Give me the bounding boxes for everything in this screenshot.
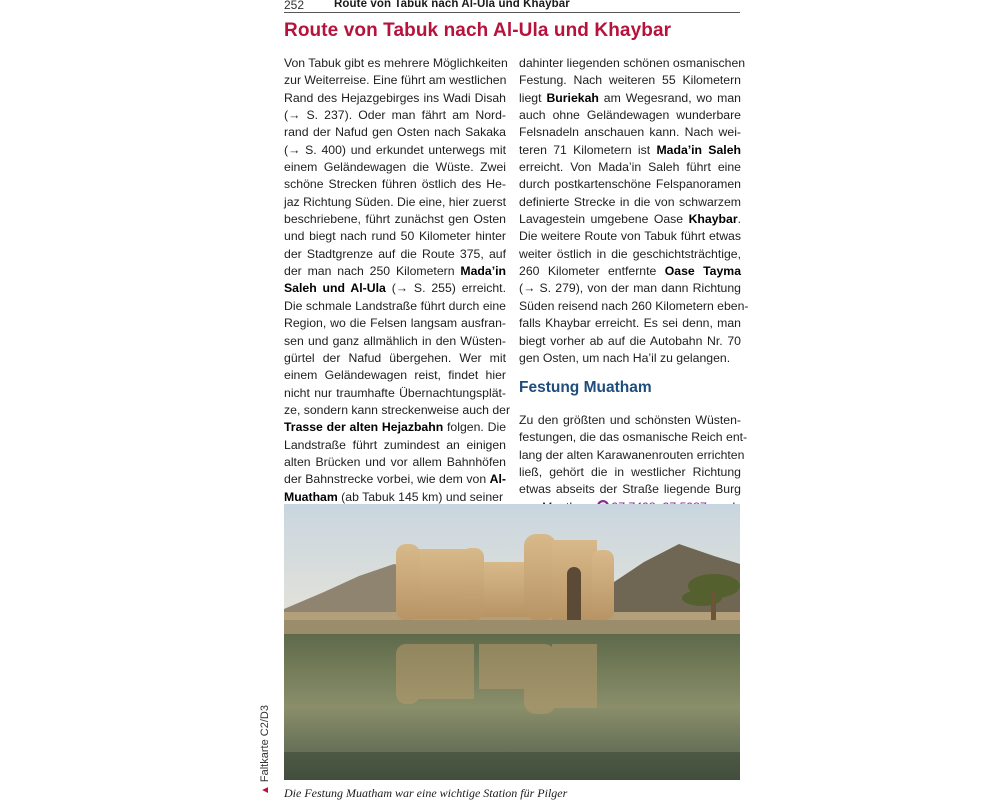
text-run: zur Weiterreise. Eine führt am westlichen xyxy=(284,73,507,88)
text-run: definierte Strecke in die von schwarzem xyxy=(519,194,741,209)
text-line xyxy=(519,107,741,124)
fortress-photo xyxy=(284,504,740,780)
text-run: nicht nur traumhafte Übernachtungsplät- xyxy=(284,385,506,400)
text-line xyxy=(519,429,748,446)
text-run: liegt xyxy=(519,90,547,105)
text-column-right xyxy=(519,55,749,516)
text-run: Rand des Hejazgebirges ins Wadi Disah xyxy=(284,90,506,105)
text-run: der Stadtgrenze auf die Route 375, auf xyxy=(284,246,506,261)
text-line xyxy=(519,350,741,367)
text-line xyxy=(519,263,741,280)
text-line xyxy=(284,419,506,436)
text-line xyxy=(519,447,745,464)
text-run: rand der Nafud gen Osten nach Sakaka xyxy=(284,125,506,140)
photo-caption: Die Festung Muatham war eine wichtige Station für Pilger xyxy=(284,786,568,800)
text-line xyxy=(284,350,506,367)
bold-term: Buriekah xyxy=(546,90,599,105)
text-line xyxy=(519,481,741,498)
text-run: am Wegesrand, wo man xyxy=(598,90,741,105)
bold-term: Mada’in xyxy=(460,264,506,279)
triangle-marker-icon: ▲ xyxy=(260,785,271,795)
text-line xyxy=(284,280,506,297)
text-run: dahinter liegenden schönen osmanischen xyxy=(519,56,746,70)
text-line xyxy=(284,142,506,159)
text-run: einem Geländewagen reist, findet hier xyxy=(284,368,506,383)
running-header xyxy=(284,0,740,13)
text-run: schöne Strecken führen östlich des He- xyxy=(284,177,506,192)
text-run: teren 71 Kilometern ist xyxy=(519,142,657,157)
text-run: Süden reisend nach 260 Kilometern eben- xyxy=(519,298,749,313)
text-run: durch postkartenschöne Felspanoramen xyxy=(519,177,741,192)
text-line xyxy=(284,263,506,280)
text-line xyxy=(519,124,741,141)
text-run: 260 Kilometer entfernte xyxy=(519,264,665,279)
text-line xyxy=(284,107,506,124)
text-run: (ab Tabuk 145 km) und seiner xyxy=(337,489,504,504)
text-line xyxy=(284,315,506,332)
text-line xyxy=(519,72,741,89)
text-line xyxy=(519,142,741,159)
text-line xyxy=(284,402,511,419)
text-line xyxy=(519,159,741,176)
text-column-left xyxy=(284,55,511,506)
text-line xyxy=(519,194,741,211)
text-run: der man nach 250 Kilometern xyxy=(284,264,461,279)
text-run: festungen, die das osmanische Reich ent- xyxy=(519,430,748,445)
bold-term: Mada’in Saleh xyxy=(656,142,741,157)
bold-term: Oase Tayma xyxy=(664,264,742,279)
text-line xyxy=(284,124,506,141)
bold-term: Al- xyxy=(489,472,506,487)
text-run: sen und ganz allmählich in den Wüsten- xyxy=(284,333,506,348)
map-reference xyxy=(259,705,271,795)
text-run: erreicht. Von Mada’in Saleh führt eine xyxy=(519,160,741,175)
text-line xyxy=(519,228,741,245)
text-line xyxy=(519,280,741,297)
running-title: Route von Tabuk nach Al-Ula und Khaybar xyxy=(334,0,570,10)
text-run: einem Geländewagen die Wüste. Zwei xyxy=(284,160,506,175)
text-run: Von Tabuk gibt es mehrere Möglichkeiten xyxy=(284,56,508,70)
map-reference-label: Faltkarte C2/D3 xyxy=(259,705,271,783)
text-run: lang der alten Karawanenrouten errichten xyxy=(519,447,745,462)
text-run: . xyxy=(737,212,741,227)
text-run: folgen. Die xyxy=(443,420,507,435)
text-line xyxy=(519,333,741,350)
text-run: jaz Richtung Süden. Die eine, hier zuerst xyxy=(284,194,506,209)
bold-term: Khaybar xyxy=(688,212,738,227)
text-run: (→ S. 279), von der man dann Richtung xyxy=(519,281,741,296)
text-run: ließ, gehört die in westlicher Richtung xyxy=(519,465,741,480)
text-line xyxy=(284,176,506,193)
text-line xyxy=(284,55,506,72)
text-run: Zu den größten und schönsten Wüsten- xyxy=(519,413,741,428)
text-line xyxy=(284,211,506,228)
page-number: 252 xyxy=(284,0,305,12)
bold-term: Saleh und Al-Ula xyxy=(284,281,386,296)
text-run: und biegt nach rund 50 Kilometer hinter xyxy=(284,229,506,244)
bold-term: Trasse der alten Hejazbahn xyxy=(284,420,444,435)
text-line xyxy=(519,464,741,481)
text-line xyxy=(519,315,741,332)
text-run: falls Khaybar erreicht. Es sei denn, man xyxy=(519,316,741,331)
text-run: (→ S. 255) erreicht. xyxy=(385,281,506,296)
text-line xyxy=(284,159,506,176)
text-line xyxy=(519,211,741,228)
text-run: (→ S. 237). Oder man fährt am Nord- xyxy=(284,108,506,123)
text-line xyxy=(284,298,506,315)
text-run: Die weitere Route von Tabuk führt etwas xyxy=(519,229,741,244)
text-run: Landstraße führt zumindest an einigen xyxy=(284,437,506,452)
embankment xyxy=(284,620,740,634)
text-line xyxy=(284,228,506,245)
text-line xyxy=(519,246,741,263)
text-line xyxy=(284,367,506,384)
text-line xyxy=(284,471,506,488)
text-line xyxy=(284,385,506,402)
text-line xyxy=(284,454,506,471)
text-run: ze, sondern kann streckenweise auch der xyxy=(284,402,511,417)
text-run: (→ S. 400) und erkundet unterwegs mit xyxy=(284,142,506,157)
text-run: gürtel der Nafud übergehen. Wer mit xyxy=(284,350,506,365)
text-run: alten Brücken und vor allem Bahnhöfen xyxy=(284,454,506,469)
text-column-right-bottom xyxy=(519,412,748,516)
article-title: Route von Tabuk nach Al-Ula und Khaybar xyxy=(284,20,672,41)
bold-term: Muatham xyxy=(284,489,338,504)
text-line xyxy=(284,437,506,454)
text-run: Felsnadeln anschauen kann. Nach wei- xyxy=(519,125,741,140)
text-run: Region, wo die Felsen langsam ausfran- xyxy=(284,316,506,331)
text-run: auch ohne Geländewagen wunderbare xyxy=(519,108,741,123)
text-line xyxy=(519,90,741,107)
text-line xyxy=(519,176,741,193)
text-line xyxy=(284,246,506,263)
text-line xyxy=(284,72,506,89)
text-column-right-top xyxy=(519,55,749,367)
text-run: gen Osten, um nach Ha’il zu gelangen. xyxy=(519,350,731,365)
text-run: Lavagestein umgebene Oase xyxy=(519,212,689,227)
text-run: Die schmale Landstraße führt durch eine xyxy=(284,298,506,313)
text-run: der Bahnstrecke vorbei, wie dem von xyxy=(284,472,490,487)
text-line xyxy=(519,412,741,429)
text-run: beschriebene, führt zunächst gen Osten xyxy=(284,212,506,227)
text-line xyxy=(519,298,749,315)
text-line xyxy=(519,55,746,72)
text-run: biegt vorher ab auf die Autobahn Nr. 70 xyxy=(519,333,741,348)
text-line xyxy=(284,333,506,350)
text-run: etwas abseits der Straße liegende Burg xyxy=(519,482,741,497)
text-line xyxy=(284,194,506,211)
section-heading: Festung Muatham xyxy=(519,379,652,397)
text-run: Festung. Nach weiteren 55 Kilometern xyxy=(519,73,741,88)
text-line xyxy=(284,90,506,107)
text-run: weiter östlich in die geschichtsträchtige, xyxy=(519,246,741,261)
